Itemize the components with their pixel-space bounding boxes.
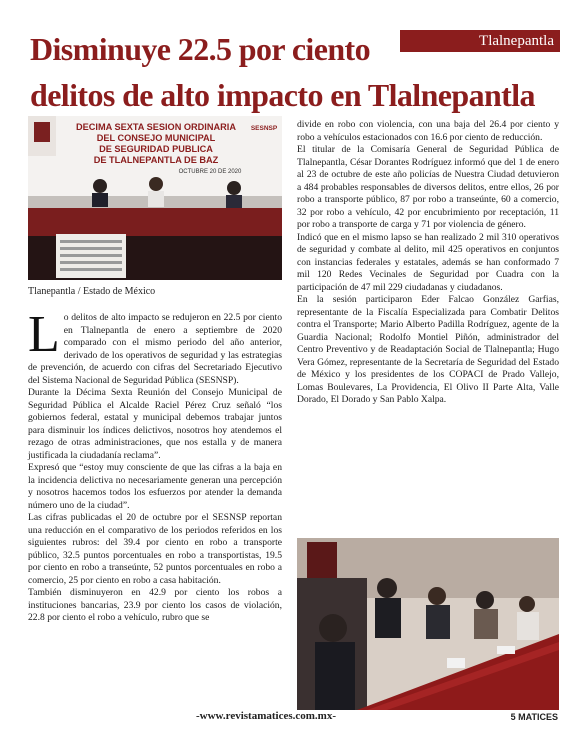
drop-cap: L — [28, 306, 60, 363]
photo-meeting-table — [297, 538, 559, 710]
banner-line-1: DECIMA SEXTA SESION ORDINARIA — [76, 122, 236, 132]
banner-line-4: DE TLALNEPANTLA DE BAZ — [93, 155, 219, 165]
banner-line-3: DE SEGURIDAD PUBLICA — [99, 144, 213, 154]
paragraph-5: También disminuyeron en 42.9 por ciento los robos a instituciones bancarias, 23.9 por ciento los casos de violación, 22.8 por ciento el robo a vehículo, rubro que se — [28, 587, 282, 623]
paragraph-1 — [28, 306, 282, 387]
banner-date: OCTUBRE 20 DE 2020 — [178, 169, 242, 175]
meeting-table-image — [297, 538, 559, 710]
paragraph-2: Durante la Décima Sexta Reunión del Consejo Municipal de Seguridad Pública el Alcalde Raciel Pérez Cruz señaló “los gobiernos federal, estatal y municipal debemos trabajar juntos para disminuir los índices delictivos, nosotros hoy atendemos el rezago de otras administraciones, que nos estalla y de manera justificada la ciudadanía reclama”. — [28, 387, 282, 461]
paragraph-6: divide en robo con violencia, con una baja del 26.4 por ciento y robo a vehículos estacionados con 16.6 por ciento de reducción. — [297, 119, 559, 143]
headline — [30, 26, 560, 118]
paragraph-7: El titular de la Comisaría General de Seguridad Pública de Tlalnepantla, César Dorantes Rodríguez informó que del 1 de enero al 23 de octubre de este año policías de Nuestra Ciudad detuvieron a 484 probables responsables de diversos delitos, entre ellos, 26 por robo a transporte público, 87 por robo a transeúnte, 60 a comercio, 32 por robo a vehículo, 42 por encubrimiento por receptación, 11 por robo a transporte de carga y 71 por violencia de género. — [297, 144, 559, 230]
paragraph-3: Expresó que “estoy muy consciente de que las cifras a la baja en la incidencia delictiva no necesariamente generan una percepción y nosotros hacemos todos los esfuerzos por atender la demanda número uno de la ciudad”. — [28, 462, 282, 511]
photo-council-session — [28, 116, 282, 280]
photo-caption: Tlanepantla / Estado de México — [28, 286, 156, 297]
sesnsp-logo: SESNSP — [250, 125, 278, 132]
headline-line-2: delitos de alto impacto en Tlalnepantla — [30, 77, 535, 113]
footer-page-number: 5 MATICES — [510, 712, 558, 722]
paragraph-8: Indicó que en el mismo lapso se han realizado 2 mil 310 operativos de seguridad y combate al delito, mil 425 operativos en conjuntos con instancias federales y estatales, además se han conformado 7 mil 120 Redes Vecinales de Seguridad por Cuadra con la participación de 47 mil 229 ciudadanas y ciudadanos. — [297, 231, 559, 293]
banner-line-2: DEL CONSEJO MUNICIPAL — [96, 133, 216, 143]
footer-website[interactable]: -www.revistamatices.com.mx- — [196, 710, 337, 722]
headline-line-1: Disminuye 22.5 por ciento — [30, 31, 370, 67]
council-session-image — [28, 116, 282, 280]
logo-left-icon — [34, 122, 50, 142]
article-column-left — [28, 306, 282, 625]
paragraph-4: Las cifras publicadas el 20 de octubre por el SESNSP reportan una reducción en el comparativo de los periodos referidos en los siguientes rubros: del 39.4 por ciento en robo a transporte público, 32.5 puntos porcentuales en robo a transportistas, 19.5 por ciento en robo a transeúnte, 52 puntos porcentuales en robo a comercio, 25 por ciento en robo a casa habitación. — [28, 512, 282, 586]
article-column-right — [297, 119, 559, 407]
paragraph-9: En la sesión participaron Eder Falcao González Garfias, representante de la Fiscalía Especializada para Combatir Delitos contra el Transporte; Mario Alberto Padilla Rodríguez, agente de la Guardia Nacional; Rodolfo Montiel Piñón, administrador del Centro Preventivo y de Readaptación Social de Tlalnepantla; Hugo Vera Gómez, representante de la Secretaría de Seguridad del Estado de México y los presidentes de los COPACI de Prado Vallejo, Lomas Boulevares, La Providencia, El Olivo II Parte Alta, Valle Dorado, El Dorado y San Pablo Xalpa. — [297, 294, 559, 405]
paragraph-1-text: o delitos de alto impacto se redujeron en 22.5 por ciento en Tlalnepantla de enero a septiembre de 2020 comparado con el mismo periodo del año anterior, derivado de los operativos de seguridad y las estrategias de prevención, de acuerdo con cifras del Secretariado Ejecutivo del Sistema Nacional de Seguridad Pública (SESNSP). — [28, 312, 282, 386]
section-tag: Tlalnepantla — [400, 30, 560, 52]
